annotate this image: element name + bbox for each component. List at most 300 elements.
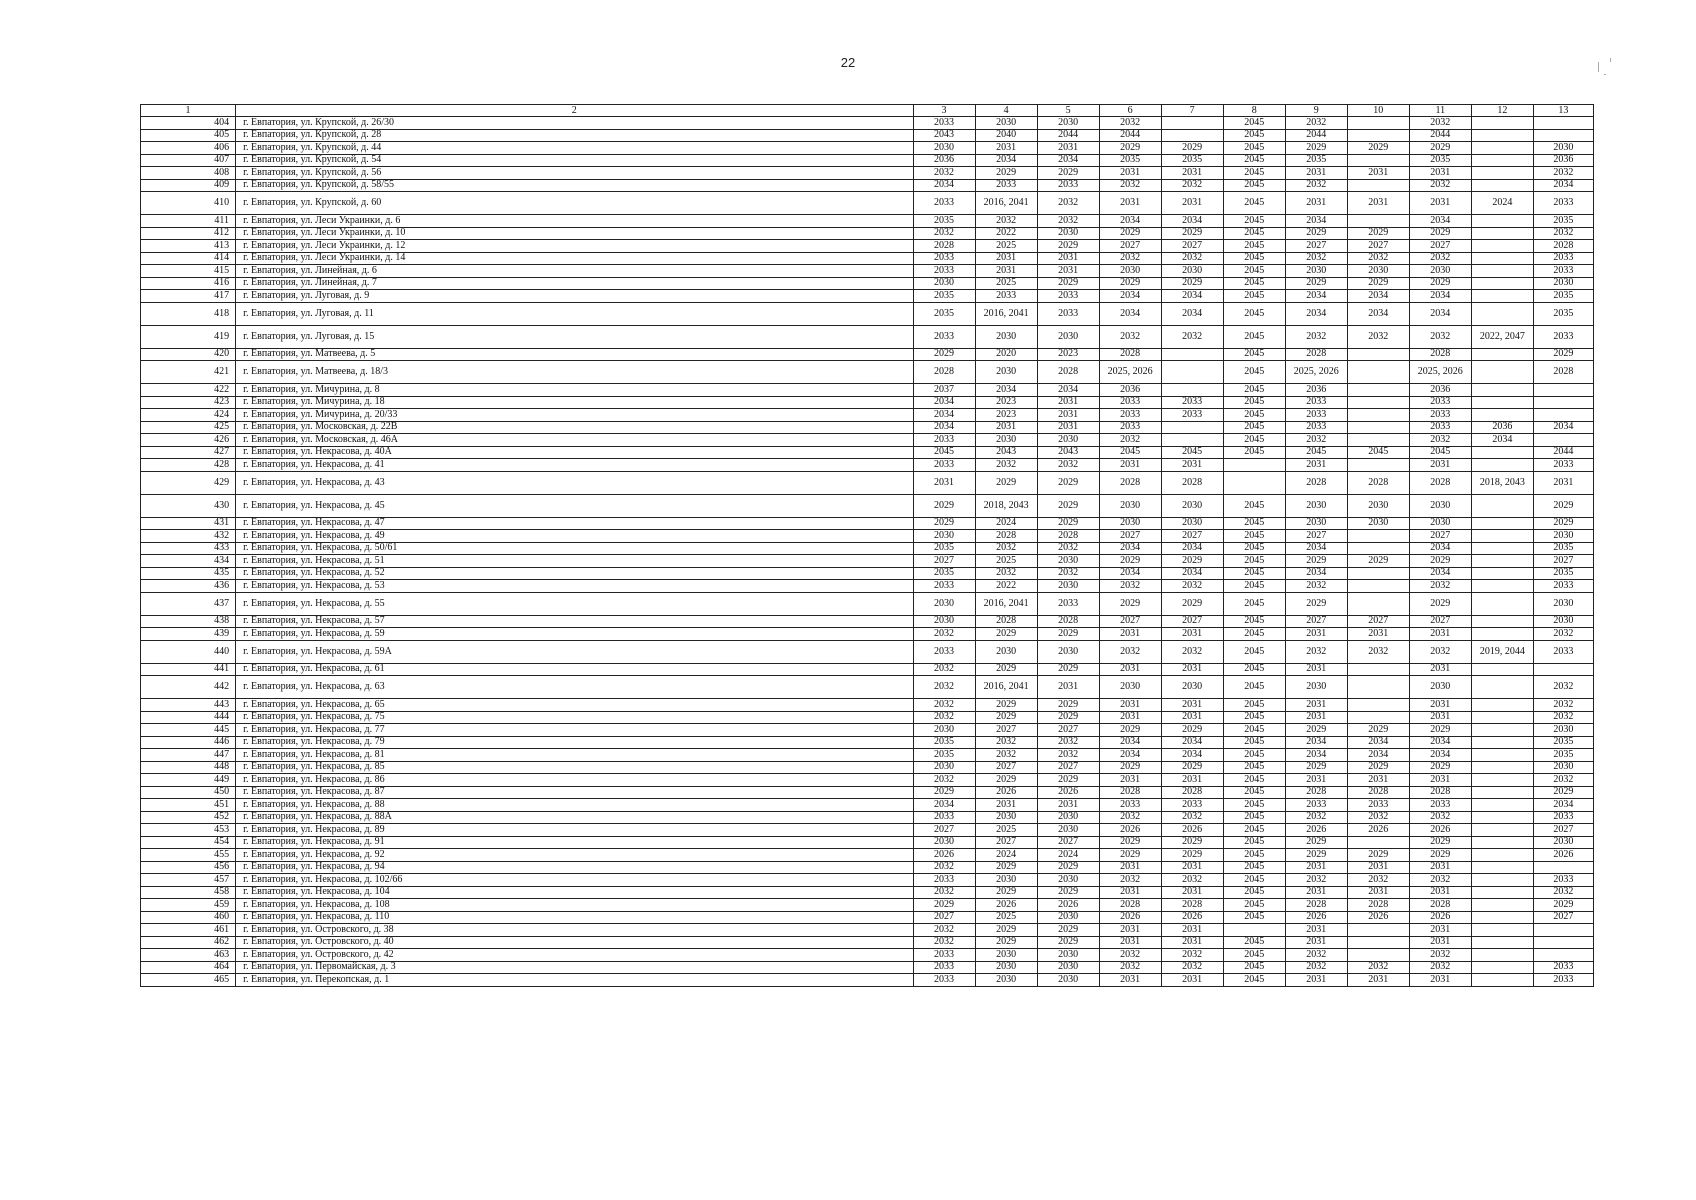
- col-13-cell: 2030: [1533, 277, 1593, 290]
- col-4-cell: 2016, 2041: [975, 302, 1037, 325]
- col-12-cell: [1471, 861, 1533, 874]
- col-10-cell: [1347, 699, 1409, 712]
- col-9-cell: 2031: [1285, 628, 1347, 641]
- row-number-cell: 424: [141, 409, 236, 422]
- col-8-cell: 2045: [1223, 302, 1285, 325]
- table-row: [141, 396, 1594, 409]
- col-8-cell: 2045: [1223, 974, 1285, 987]
- table-row: [141, 167, 1594, 180]
- col-9-cell: 2032: [1285, 252, 1347, 265]
- col-5-cell: 2043: [1037, 446, 1099, 459]
- table-row: [141, 471, 1594, 494]
- col-9-cell: 2025, 2026: [1285, 361, 1347, 384]
- col-12-cell: [1471, 542, 1533, 555]
- col-8-cell: 2045: [1223, 265, 1285, 278]
- col-7-cell: 2045: [1161, 446, 1223, 459]
- col-12-cell: [1471, 290, 1533, 303]
- col-3-cell: 2029: [913, 899, 975, 912]
- address-cell: г. Евпатория, ул. Некрасова, д. 53: [236, 580, 913, 593]
- row-number-cell: 412: [141, 227, 236, 240]
- col-10-cell: 2029: [1347, 761, 1409, 774]
- col-11-cell: 2033: [1409, 409, 1471, 422]
- header-cell: 5: [1037, 105, 1099, 117]
- table-row: [141, 676, 1594, 699]
- col-13-cell: 2029: [1533, 899, 1593, 912]
- col-12-cell: [1471, 142, 1533, 155]
- header-cell: 1: [141, 105, 236, 117]
- col-10-cell: 2031: [1347, 167, 1409, 180]
- col-11-cell: 2032: [1409, 252, 1471, 265]
- address-cell: г. Евпатория, ул. Некрасова, д. 102/66: [236, 874, 913, 887]
- col-3-cell: 2030: [913, 761, 975, 774]
- col-7-cell: 2034: [1161, 302, 1223, 325]
- col-6-cell: 2030: [1099, 676, 1161, 699]
- col-13-cell: 2027: [1533, 555, 1593, 568]
- col-6-cell: 2032: [1099, 325, 1161, 348]
- col-5-cell: 2044: [1037, 129, 1099, 142]
- col-13-cell: 2030: [1533, 836, 1593, 849]
- address-cell: г. Евпатория, ул. Крупской, д. 26/30: [236, 117, 913, 130]
- col-10-cell: [1347, 215, 1409, 228]
- col-12-cell: [1471, 774, 1533, 787]
- table-row: [141, 736, 1594, 749]
- col-7-cell: 2029: [1161, 277, 1223, 290]
- col-12-cell: [1471, 348, 1533, 361]
- col-7-cell: 2026: [1161, 824, 1223, 837]
- col-8-cell: 2045: [1223, 786, 1285, 799]
- col-10-cell: [1347, 567, 1409, 580]
- address-cell: г. Евпатория, ул. Некрасова, д. 59А: [236, 640, 913, 663]
- address-cell: г. Евпатория, ул. Некрасова, д. 43: [236, 471, 913, 494]
- row-number-cell: 417: [141, 290, 236, 303]
- col-8-cell: 2045: [1223, 761, 1285, 774]
- col-11-cell: 2029: [1409, 592, 1471, 615]
- col-10-cell: 2028: [1347, 899, 1409, 912]
- row-number-cell: 436: [141, 580, 236, 593]
- col-7-cell: 2032: [1161, 949, 1223, 962]
- row-number-cell: 411: [141, 215, 236, 228]
- col-13-cell: 2032: [1533, 711, 1593, 724]
- col-11-cell: 2031: [1409, 936, 1471, 949]
- col-7-cell: 2031: [1161, 192, 1223, 215]
- col-5-cell: 2030: [1037, 434, 1099, 447]
- table-row: [141, 899, 1594, 912]
- col-11-cell: 2031: [1409, 886, 1471, 899]
- col-13-cell: 2033: [1533, 459, 1593, 472]
- col-3-cell: 2034: [913, 421, 975, 434]
- col-12-cell: [1471, 517, 1533, 530]
- col-10-cell: 2028: [1347, 471, 1409, 494]
- col-3-cell: 2033: [913, 117, 975, 130]
- col-5-cell: 2029: [1037, 861, 1099, 874]
- table-row: [141, 154, 1594, 167]
- col-12-cell: [1471, 724, 1533, 737]
- table-row: [141, 192, 1594, 215]
- col-12-cell: [1471, 530, 1533, 543]
- col-11-cell: 2027: [1409, 530, 1471, 543]
- col-9-cell: 2032: [1285, 325, 1347, 348]
- col-4-cell: 2029: [975, 663, 1037, 676]
- table-row: [141, 530, 1594, 543]
- col-6-cell: 2033: [1099, 421, 1161, 434]
- col-13-cell: 2034: [1533, 421, 1593, 434]
- col-5-cell: 2028: [1037, 615, 1099, 628]
- col-11-cell: 2027: [1409, 240, 1471, 253]
- row-number-cell: 409: [141, 179, 236, 192]
- row-number-cell: 420: [141, 348, 236, 361]
- col-7-cell: 2032: [1161, 961, 1223, 974]
- col-5-cell: 2030: [1037, 325, 1099, 348]
- col-5-cell: 2031: [1037, 265, 1099, 278]
- col-13-cell: 2028: [1533, 361, 1593, 384]
- col-4-cell: 2016, 2041: [975, 676, 1037, 699]
- col-9-cell: 2029: [1285, 277, 1347, 290]
- col-4-cell: 2025: [975, 911, 1037, 924]
- col-8-cell: 2045: [1223, 129, 1285, 142]
- row-number-cell: 425: [141, 421, 236, 434]
- col-13-cell: 2027: [1533, 911, 1593, 924]
- col-10-cell: [1347, 663, 1409, 676]
- col-9-cell: 2030: [1285, 265, 1347, 278]
- col-11-cell: 2031: [1409, 774, 1471, 787]
- col-8-cell: 2045: [1223, 434, 1285, 447]
- address-cell: г. Евпатория, ул. Леси Украинки, д. 10: [236, 227, 913, 240]
- col-13-cell: 2034: [1533, 799, 1593, 812]
- col-10-cell: [1347, 836, 1409, 849]
- col-13-cell: 2033: [1533, 874, 1593, 887]
- col-11-cell: 2026: [1409, 911, 1471, 924]
- col-4-cell: 2029: [975, 924, 1037, 937]
- col-10-cell: [1347, 117, 1409, 130]
- col-6-cell: 2032: [1099, 117, 1161, 130]
- col-7-cell: 2028: [1161, 899, 1223, 912]
- col-12-cell: 2024: [1471, 192, 1533, 215]
- col-13-cell: 2030: [1533, 142, 1593, 155]
- col-12-cell: [1471, 265, 1533, 278]
- col-12-cell: [1471, 663, 1533, 676]
- col-3-cell: 2035: [913, 215, 975, 228]
- table-row: [141, 580, 1594, 593]
- col-4-cell: 2030: [975, 434, 1037, 447]
- col-8-cell: 2045: [1223, 227, 1285, 240]
- col-6-cell: 2045: [1099, 446, 1161, 459]
- col-7-cell: 2032: [1161, 580, 1223, 593]
- col-11-cell: 2028: [1409, 786, 1471, 799]
- row-number-cell: 454: [141, 836, 236, 849]
- col-7-cell: 2029: [1161, 836, 1223, 849]
- col-9-cell: 2027: [1285, 530, 1347, 543]
- table-row: [141, 265, 1594, 278]
- col-9-cell: 2032: [1285, 811, 1347, 824]
- col-11-cell: 2032: [1409, 811, 1471, 824]
- col-8-cell: 2045: [1223, 911, 1285, 924]
- table-row: [141, 290, 1594, 303]
- col-6-cell: 2026: [1099, 911, 1161, 924]
- col-3-cell: 2033: [913, 252, 975, 265]
- col-9-cell: 2029: [1285, 849, 1347, 862]
- row-number-cell: 453: [141, 824, 236, 837]
- col-6-cell: 2029: [1099, 849, 1161, 862]
- row-number-cell: 443: [141, 699, 236, 712]
- address-cell: г. Евпатория, ул. Луговая, д. 9: [236, 290, 913, 303]
- col-7-cell: [1161, 117, 1223, 130]
- col-10-cell: [1347, 676, 1409, 699]
- col-9-cell: 2034: [1285, 567, 1347, 580]
- col-3-cell: 2045: [913, 446, 975, 459]
- table-row: [141, 824, 1594, 837]
- col-11-cell: 2032: [1409, 640, 1471, 663]
- col-13-cell: [1533, 924, 1593, 937]
- col-7-cell: 2030: [1161, 676, 1223, 699]
- col-7-cell: [1161, 421, 1223, 434]
- col-4-cell: 2022: [975, 227, 1037, 240]
- col-10-cell: 2027: [1347, 240, 1409, 253]
- col-3-cell: 2033: [913, 192, 975, 215]
- col-7-cell: 2029: [1161, 227, 1223, 240]
- col-12-cell: [1471, 409, 1533, 422]
- col-7-cell: 2031: [1161, 699, 1223, 712]
- col-3-cell: 2033: [913, 640, 975, 663]
- col-13-cell: [1533, 384, 1593, 397]
- col-13-cell: 2033: [1533, 961, 1593, 974]
- address-cell: г. Евпатория, ул. Некрасова, д. 86: [236, 774, 913, 787]
- col-11-cell: 2034: [1409, 749, 1471, 762]
- col-3-cell: 2034: [913, 799, 975, 812]
- col-10-cell: [1347, 396, 1409, 409]
- col-8-cell: 2045: [1223, 215, 1285, 228]
- col-11-cell: 2033: [1409, 421, 1471, 434]
- col-12-cell: [1471, 874, 1533, 887]
- col-11-cell: 2028: [1409, 471, 1471, 494]
- col-4-cell: 2029: [975, 774, 1037, 787]
- col-3-cell: 2033: [913, 434, 975, 447]
- col-6-cell: 2032: [1099, 640, 1161, 663]
- col-7-cell: [1161, 384, 1223, 397]
- col-13-cell: 2032: [1533, 227, 1593, 240]
- col-8-cell: [1223, 459, 1285, 472]
- col-10-cell: 2031: [1347, 774, 1409, 787]
- col-5-cell: 2030: [1037, 911, 1099, 924]
- col-6-cell: 2029: [1099, 227, 1161, 240]
- col-6-cell: 2031: [1099, 663, 1161, 676]
- address-cell: г. Евпатория, ул. Некрасова, д. 88А: [236, 811, 913, 824]
- address-cell: г. Евпатория, ул. Некрасова, д. 59: [236, 628, 913, 641]
- col-13-cell: 2028: [1533, 240, 1593, 253]
- address-cell: г. Евпатория, ул. Мичурина, д. 18: [236, 396, 913, 409]
- header-cell: 2: [236, 105, 913, 117]
- col-10-cell: [1347, 421, 1409, 434]
- col-5-cell: 2027: [1037, 724, 1099, 737]
- col-3-cell: 2030: [913, 615, 975, 628]
- col-8-cell: 2045: [1223, 240, 1285, 253]
- col-7-cell: 2032: [1161, 325, 1223, 348]
- header-cell: 11: [1409, 105, 1471, 117]
- col-11-cell: 2032: [1409, 580, 1471, 593]
- row-number-cell: 462: [141, 936, 236, 949]
- col-8-cell: 2045: [1223, 849, 1285, 862]
- col-13-cell: 2033: [1533, 325, 1593, 348]
- row-number-cell: 465: [141, 974, 236, 987]
- col-9-cell: 2032: [1285, 949, 1347, 962]
- col-8-cell: 2045: [1223, 886, 1285, 899]
- col-3-cell: 2033: [913, 580, 975, 593]
- col-11-cell: 2029: [1409, 227, 1471, 240]
- col-12-cell: [1471, 974, 1533, 987]
- col-11-cell: 2034: [1409, 290, 1471, 303]
- col-6-cell: 2031: [1099, 167, 1161, 180]
- col-3-cell: 2035: [913, 567, 975, 580]
- col-8-cell: [1223, 924, 1285, 937]
- col-3-cell: 2035: [913, 302, 975, 325]
- col-9-cell: 2031: [1285, 936, 1347, 949]
- col-9-cell: 2033: [1285, 396, 1347, 409]
- col-3-cell: 2033: [913, 325, 975, 348]
- col-4-cell: 2023: [975, 396, 1037, 409]
- col-9-cell: 2028: [1285, 348, 1347, 361]
- col-10-cell: 2032: [1347, 874, 1409, 887]
- col-8-cell: 2045: [1223, 640, 1285, 663]
- col-7-cell: 2032: [1161, 179, 1223, 192]
- table-row: [141, 348, 1594, 361]
- col-11-cell: 2034: [1409, 736, 1471, 749]
- col-5-cell: 2030: [1037, 227, 1099, 240]
- col-9-cell: 2032: [1285, 434, 1347, 447]
- table-row: [141, 949, 1594, 962]
- table-row: [141, 874, 1594, 887]
- col-11-cell: 2030: [1409, 494, 1471, 517]
- table-row: [141, 861, 1594, 874]
- col-6-cell: 2034: [1099, 749, 1161, 762]
- col-6-cell: 2029: [1099, 277, 1161, 290]
- col-6-cell: 2033: [1099, 396, 1161, 409]
- table-row: [141, 640, 1594, 663]
- col-3-cell: 2030: [913, 592, 975, 615]
- address-cell: г. Евпатория, ул. Некрасова, д. 88: [236, 799, 913, 812]
- col-8-cell: 2045: [1223, 396, 1285, 409]
- col-12-cell: [1471, 252, 1533, 265]
- col-12-cell: [1471, 567, 1533, 580]
- address-cell: г. Евпатория, ул. Некрасова, д. 51: [236, 555, 913, 568]
- col-12-cell: [1471, 117, 1533, 130]
- address-cell: г. Евпатория, ул. Некрасова, д. 77: [236, 724, 913, 737]
- col-13-cell: 2032: [1533, 628, 1593, 641]
- col-5-cell: 2031: [1037, 799, 1099, 812]
- col-13-cell: 2032: [1533, 774, 1593, 787]
- col-4-cell: 2032: [975, 459, 1037, 472]
- header-cell: 6: [1099, 105, 1161, 117]
- col-5-cell: 2029: [1037, 517, 1099, 530]
- col-13-cell: 2030: [1533, 724, 1593, 737]
- col-7-cell: 2034: [1161, 736, 1223, 749]
- col-10-cell: 2031: [1347, 628, 1409, 641]
- col-3-cell: 2043: [913, 129, 975, 142]
- col-3-cell: 2032: [913, 628, 975, 641]
- col-4-cell: 2016, 2041: [975, 192, 1037, 215]
- address-cell: г. Евпатория, ул. Линейная, д. 6: [236, 265, 913, 278]
- col-13-cell: 2033: [1533, 974, 1593, 987]
- col-11-cell: 2029: [1409, 849, 1471, 862]
- col-5-cell: 2031: [1037, 396, 1099, 409]
- col-4-cell: 2027: [975, 724, 1037, 737]
- col-3-cell: 2033: [913, 459, 975, 472]
- col-4-cell: 2018, 2043: [975, 494, 1037, 517]
- row-number-cell: 426: [141, 434, 236, 447]
- address-cell: г. Евпатория, ул. Луговая, д. 15: [236, 325, 913, 348]
- row-number-cell: 404: [141, 117, 236, 130]
- col-6-cell: 2027: [1099, 615, 1161, 628]
- table-row: [141, 628, 1594, 641]
- col-9-cell: 2034: [1285, 749, 1347, 762]
- col-8-cell: 2045: [1223, 117, 1285, 130]
- col-4-cell: 2034: [975, 154, 1037, 167]
- col-11-cell: 2025, 2026: [1409, 361, 1471, 384]
- col-13-cell: 2030: [1533, 592, 1593, 615]
- col-4-cell: 2024: [975, 849, 1037, 862]
- col-9-cell: 2032: [1285, 179, 1347, 192]
- col-10-cell: 2026: [1347, 911, 1409, 924]
- col-4-cell: 2030: [975, 874, 1037, 887]
- col-9-cell: 2026: [1285, 824, 1347, 837]
- header-cell: 13: [1533, 105, 1593, 117]
- col-6-cell: 2032: [1099, 580, 1161, 593]
- col-9-cell: 2032: [1285, 640, 1347, 663]
- col-4-cell: 2032: [975, 567, 1037, 580]
- col-13-cell: 2026: [1533, 849, 1593, 862]
- col-12-cell: [1471, 277, 1533, 290]
- col-11-cell: 2033: [1409, 396, 1471, 409]
- col-12-cell: [1471, 215, 1533, 228]
- col-12-cell: [1471, 179, 1533, 192]
- col-3-cell: 2034: [913, 409, 975, 422]
- col-5-cell: 2033: [1037, 179, 1099, 192]
- col-3-cell: 2033: [913, 874, 975, 887]
- col-7-cell: 2030: [1161, 517, 1223, 530]
- col-4-cell: 2033: [975, 290, 1037, 303]
- col-5-cell: 2024: [1037, 849, 1099, 862]
- col-10-cell: 2034: [1347, 290, 1409, 303]
- address-cell: г. Евпатория, ул. Крупской, д. 56: [236, 167, 913, 180]
- address-cell: г. Евпатория, ул. Островского, д. 42: [236, 949, 913, 962]
- table-row: [141, 924, 1594, 937]
- col-11-cell: 2031: [1409, 628, 1471, 641]
- address-cell: г. Евпатория, ул. Некрасова, д. 57: [236, 615, 913, 628]
- row-number-cell: 406: [141, 142, 236, 155]
- col-8-cell: 2045: [1223, 517, 1285, 530]
- table-row: [141, 117, 1594, 130]
- header-cell: 12: [1471, 105, 1533, 117]
- col-6-cell: 2036: [1099, 384, 1161, 397]
- col-11-cell: 2033: [1409, 799, 1471, 812]
- table-row: [141, 936, 1594, 949]
- header-cell: 8: [1223, 105, 1285, 117]
- header-cell: 9: [1285, 105, 1347, 117]
- col-4-cell: 2031: [975, 265, 1037, 278]
- table-row: [141, 277, 1594, 290]
- col-7-cell: 2030: [1161, 494, 1223, 517]
- col-5-cell: 2029: [1037, 711, 1099, 724]
- col-8-cell: 2045: [1223, 580, 1285, 593]
- col-4-cell: 2027: [975, 836, 1037, 849]
- col-9-cell: 2032: [1285, 117, 1347, 130]
- col-6-cell: 2031: [1099, 924, 1161, 937]
- col-3-cell: 2028: [913, 240, 975, 253]
- col-3-cell: 2029: [913, 786, 975, 799]
- col-7-cell: 2028: [1161, 786, 1223, 799]
- col-5-cell: 2027: [1037, 836, 1099, 849]
- col-13-cell: 2033: [1533, 265, 1593, 278]
- col-9-cell: 2033: [1285, 421, 1347, 434]
- col-6-cell: 2027: [1099, 530, 1161, 543]
